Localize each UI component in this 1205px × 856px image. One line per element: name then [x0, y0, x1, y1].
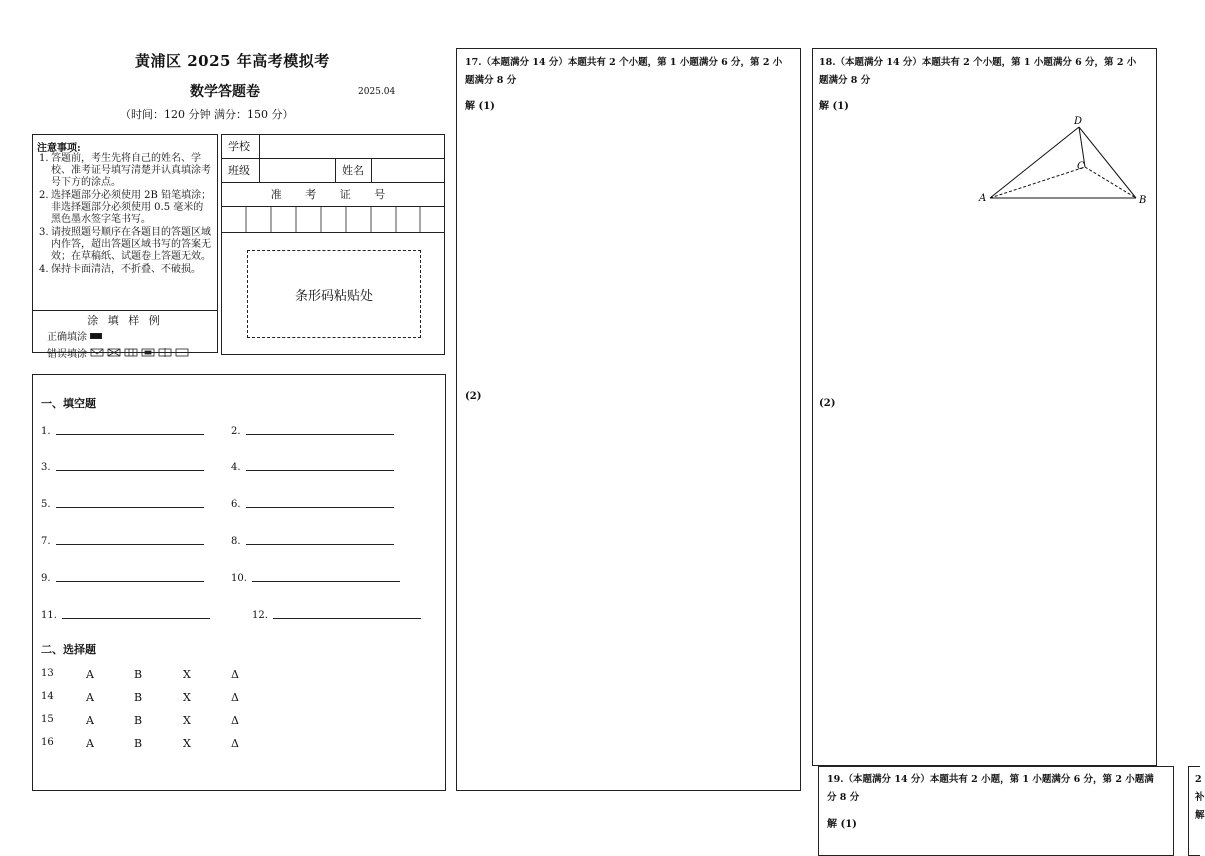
option-b[interactable]: B — [134, 714, 143, 727]
option-a[interactable]: A — [86, 691, 94, 704]
option-a[interactable]: A — [86, 668, 94, 681]
fill-sample-title: 涂 填 样 例 — [87, 314, 163, 327]
option-c[interactable]: X — [183, 691, 191, 704]
time-and-score: （时间：120 分钟 满分：150 分） — [120, 108, 294, 121]
blank-8[interactable]: 8. — [231, 536, 394, 547]
name-field[interactable] — [372, 159, 444, 183]
blank-9[interactable]: 9. — [41, 573, 204, 584]
question-19-panel[interactable] — [818, 766, 1174, 856]
class-label: 班级 — [222, 159, 260, 183]
choice-row-15: 15 A B X Δ — [41, 714, 239, 727]
q17-header: 17.（本题满分 14 分）本题共有 2 个小题，第 1 小题满分 6 分，第 2 小 题满分 8 分 — [465, 57, 783, 86]
option-a[interactable]: A — [86, 714, 94, 727]
wrong-fill-row: 错误填涂 — [47, 345, 217, 360]
wrong-marks-icon — [90, 348, 190, 357]
choice-row-13: 13 A B X Δ — [41, 668, 239, 681]
school-label: 学校 — [222, 135, 260, 159]
correct-mark-icon — [90, 333, 102, 339]
blank-12[interactable]: 12. — [252, 610, 421, 621]
student-info-table — [221, 134, 445, 355]
option-c[interactable]: X — [183, 737, 191, 750]
answer-area-left — [32, 374, 446, 791]
blank-6[interactable]: 6. — [231, 499, 394, 510]
option-d[interactable]: Δ — [231, 714, 239, 727]
tetrahedron-figure — [973, 113, 1163, 213]
school-field[interactable] — [260, 135, 444, 159]
option-d[interactable]: Δ — [231, 691, 239, 704]
exam-id-digit-boxes[interactable] — [222, 207, 444, 233]
exam-id-grid — [222, 207, 444, 232]
blank-2[interactable]: 2. — [231, 426, 394, 437]
choice-section-title: 二、选择题 — [41, 643, 96, 656]
exam-subtitle: 数学答题卷 — [190, 84, 260, 100]
blank-4[interactable]: 4. — [231, 462, 394, 473]
fill-in-section-title: 一、填空题 — [41, 397, 96, 410]
notice-box — [32, 134, 218, 360]
vertex-a-label: A — [979, 193, 987, 204]
notice-list — [37, 153, 213, 277]
option-c[interactable]: X — [183, 668, 191, 681]
q18-part2-label: (2) — [819, 398, 836, 409]
blank-3[interactable]: 3. — [41, 462, 204, 473]
vertex-d-label: D — [1074, 116, 1083, 127]
q19-part1-label: 解 (1) — [827, 819, 857, 830]
q17-part2-label: (2) — [465, 391, 482, 402]
correct-fill-row: 正确填涂 — [47, 328, 217, 343]
blank-11[interactable]: 11. — [41, 610, 210, 621]
option-d[interactable]: Δ — [231, 668, 239, 681]
choice-row-16: 16 A B X Δ — [41, 737, 239, 750]
exam-id-label: 准 考 证 号 — [222, 183, 444, 207]
q19-header: 19.（本题满分 14 分）本题共有 2 小题，第 1 小题满分 6 分，第 2 小题满 分 8 分 — [827, 774, 1154, 803]
blank-10[interactable]: 10. — [231, 573, 400, 584]
exam-title: 黄浦区 2025 年高考模拟考 — [135, 52, 330, 70]
vertex-b-label: B — [1139, 195, 1147, 206]
blank-1[interactable]: 1. — [41, 426, 204, 437]
option-d[interactable]: Δ — [231, 737, 239, 750]
blank-7[interactable]: 7. — [41, 536, 204, 547]
q20-fragment: 2 补 解 — [1195, 774, 1205, 821]
q18-header: 18.（本题满分 14 分）本题共有 2 个小题，第 1 小题满分 6 分，第 2 小 题满分 8 分 — [819, 57, 1137, 86]
option-c[interactable]: X — [183, 714, 191, 727]
notice-item: 4. 保持卡面清洁，不折叠、不破损。 — [39, 264, 201, 275]
vertex-c-label: C — [1077, 161, 1085, 172]
class-field[interactable] — [260, 159, 336, 183]
option-a[interactable]: A — [86, 737, 94, 750]
exam-date: 2025.04 — [358, 87, 396, 97]
option-b[interactable]: B — [134, 737, 143, 750]
name-label: 姓名 — [336, 159, 372, 183]
fill-sample — [33, 310, 217, 360]
choice-row-14: 14 A B X Δ — [41, 691, 239, 704]
notice-item: 1. 答题前，考生先将自己的姓名、学校、准考证号填写清楚并认真填涂考号下方的涂点。 — [39, 153, 211, 188]
question-20-panel-partial[interactable] — [1188, 766, 1205, 856]
blank-5[interactable]: 5. — [41, 499, 204, 510]
question-17-panel[interactable] — [456, 48, 801, 791]
option-b[interactable]: B — [134, 668, 143, 681]
option-b[interactable]: B — [134, 691, 143, 704]
q18-part1-label: 解 (1) — [819, 101, 849, 112]
barcode-area: 条形码粘贴处 — [247, 250, 421, 338]
notice-item: 3. 请按照题号顺序在各题目的答题区域内作答，超出答题区域书写的答案无效；在草稿纸、试题卷上答题无效。 — [39, 227, 211, 262]
notice-item: 2. 选择题部分必须使用 2B 铅笔填涂；非选择题部分必须使用 0.5 毫米的黑色墨水签字笔书写。 — [39, 190, 212, 225]
notice-title: 注意事项: — [37, 143, 81, 154]
question-18-panel[interactable] — [812, 48, 1157, 766]
q17-part1-label: 解 (1) — [465, 101, 495, 112]
